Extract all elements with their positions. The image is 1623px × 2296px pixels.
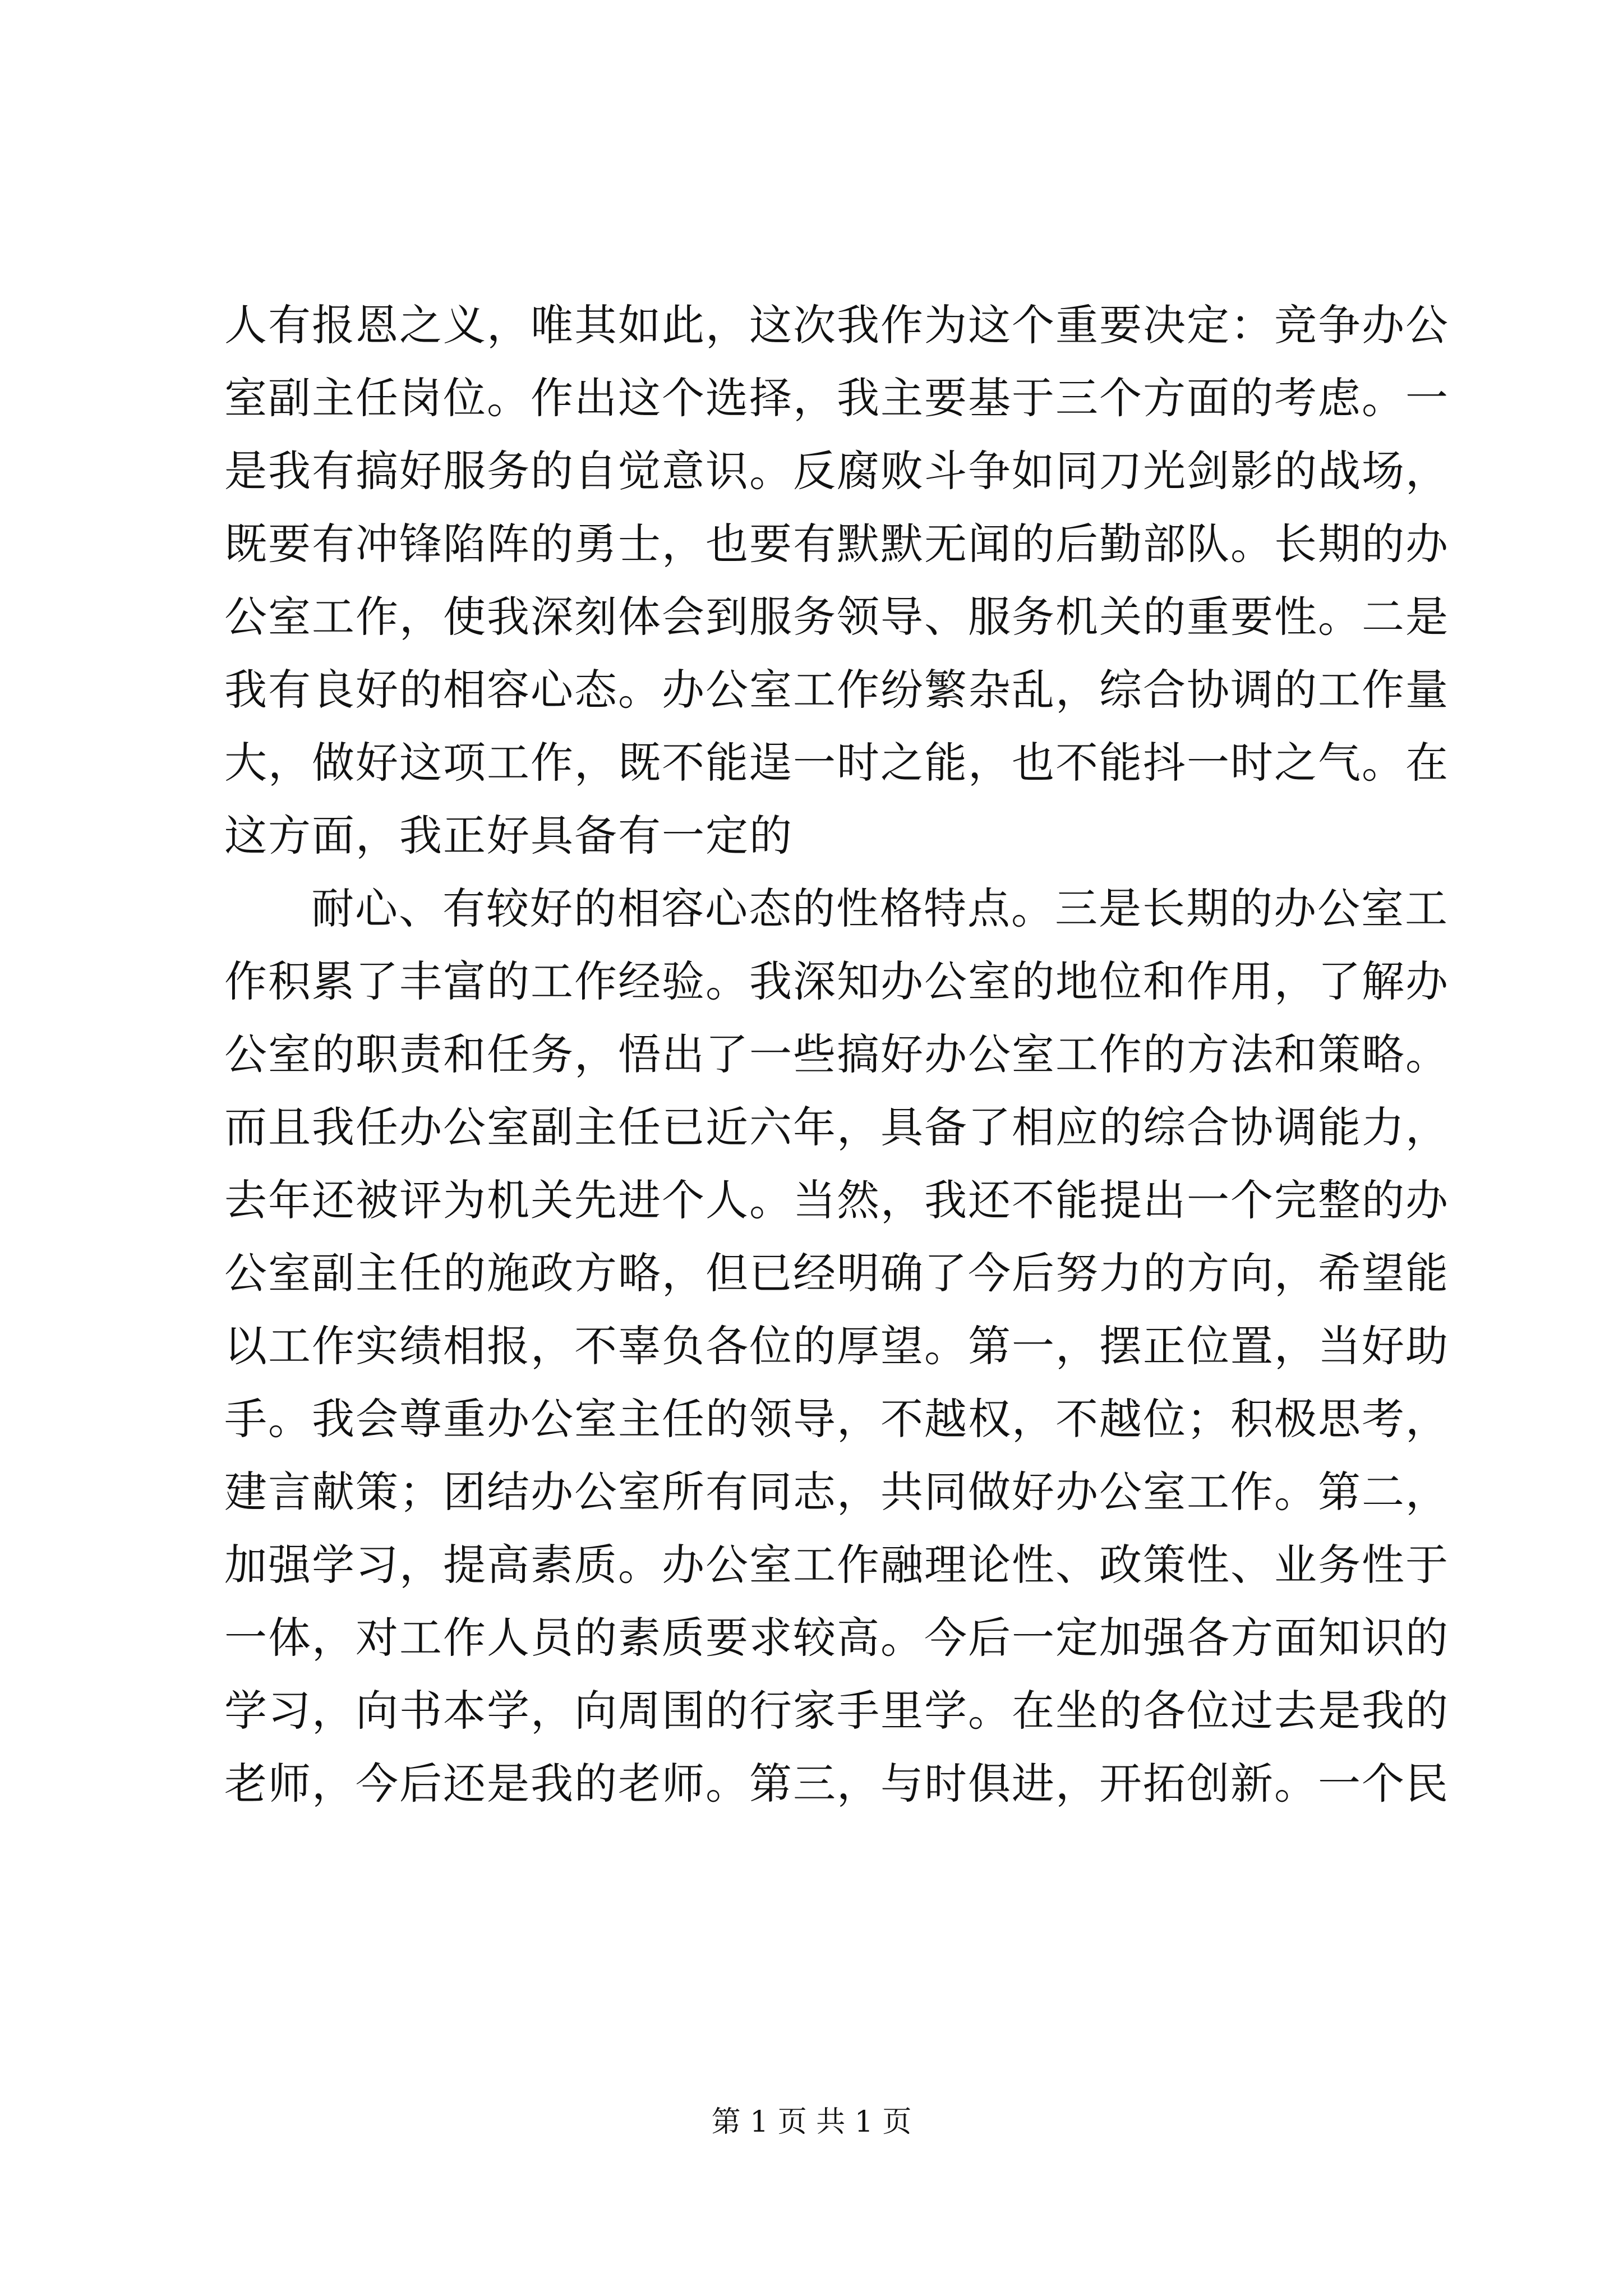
text-line: 既要有冲锋陷阵的勇士，也要有默默无闻的后勤部队。长期的办 [224, 519, 1449, 569]
text-line: 是我有搞好服务的自觉意识。反腐败斗争如同刀光剑影的战场， [224, 446, 1449, 496]
text-line: 建言献策；团结办公室所有同志，共同做好办公室工作。第二， [224, 1467, 1449, 1517]
text-line: 而且我任办公室副主任已近六年，具备了相应的综合协调能力， [224, 1102, 1449, 1152]
text-line: 学习，向书本学，向周围的行家手里学。在坐的各位过去是我的 [224, 1686, 1449, 1736]
text-line: 加强学习，提高素质。办公室工作融理论性、政策性、业务性于 [224, 1540, 1449, 1590]
text-line: 公室副主任的施政方略，但已经明确了今后努力的方向，希望能 [224, 1248, 1449, 1298]
text-line: 手。我会尊重办公室主任的领导，不越权，不越位；积极思考， [224, 1394, 1449, 1444]
text-line: 这方面，我正好具备有一定的 [224, 811, 793, 861]
text-line: 老师，今后还是我的老师。第三，与时俱进，开拓创新。一个民 [224, 1759, 1449, 1809]
text-line: 大，做好这项工作，既不能逞一时之能，也不能抖一时之气。在 [224, 738, 1449, 788]
text-line: 我有良好的相容心态。办公室工作纷繁杂乱，综合协调的工作量 [224, 665, 1449, 715]
paragraph-first-line: 耐心、有较好的相容心态的性格特点。三是长期的办公室工 [311, 884, 1449, 933]
text-line: 去年还被评为机关先进个人。当然，我还不能提出一个完整的办 [224, 1175, 1449, 1225]
text-line: 公室工作，使我深刻体会到服务领导、服务机关的重要性。二是 [224, 592, 1449, 642]
text-line: 室副主任岗位。作出这个选择，我主要基于三个方面的考虑。一 [224, 373, 1449, 423]
text-line: 一体，对工作人员的素质要求较高。今后一定加强各方面知识的 [224, 1613, 1449, 1663]
text-line: 以工作实绩相报，不辜负各位的厚望。第一，摆正位置，当好助 [224, 1321, 1449, 1371]
text-line: 公室的职责和任务，悟出了一些搞好办公室工作的方法和策略。 [224, 1029, 1449, 1079]
page-footer: 第 1 页 共 1 页 [711, 2105, 912, 2139]
body-text [224, 289, 1449, 1820]
text-line: 作积累了丰富的工作经验。我深知办公室的地位和作用，了解办 [224, 956, 1449, 1006]
text-line: 人有报恩之义，唯其如此，这次我作为这个重要决定：竞争办公 [224, 300, 1449, 350]
